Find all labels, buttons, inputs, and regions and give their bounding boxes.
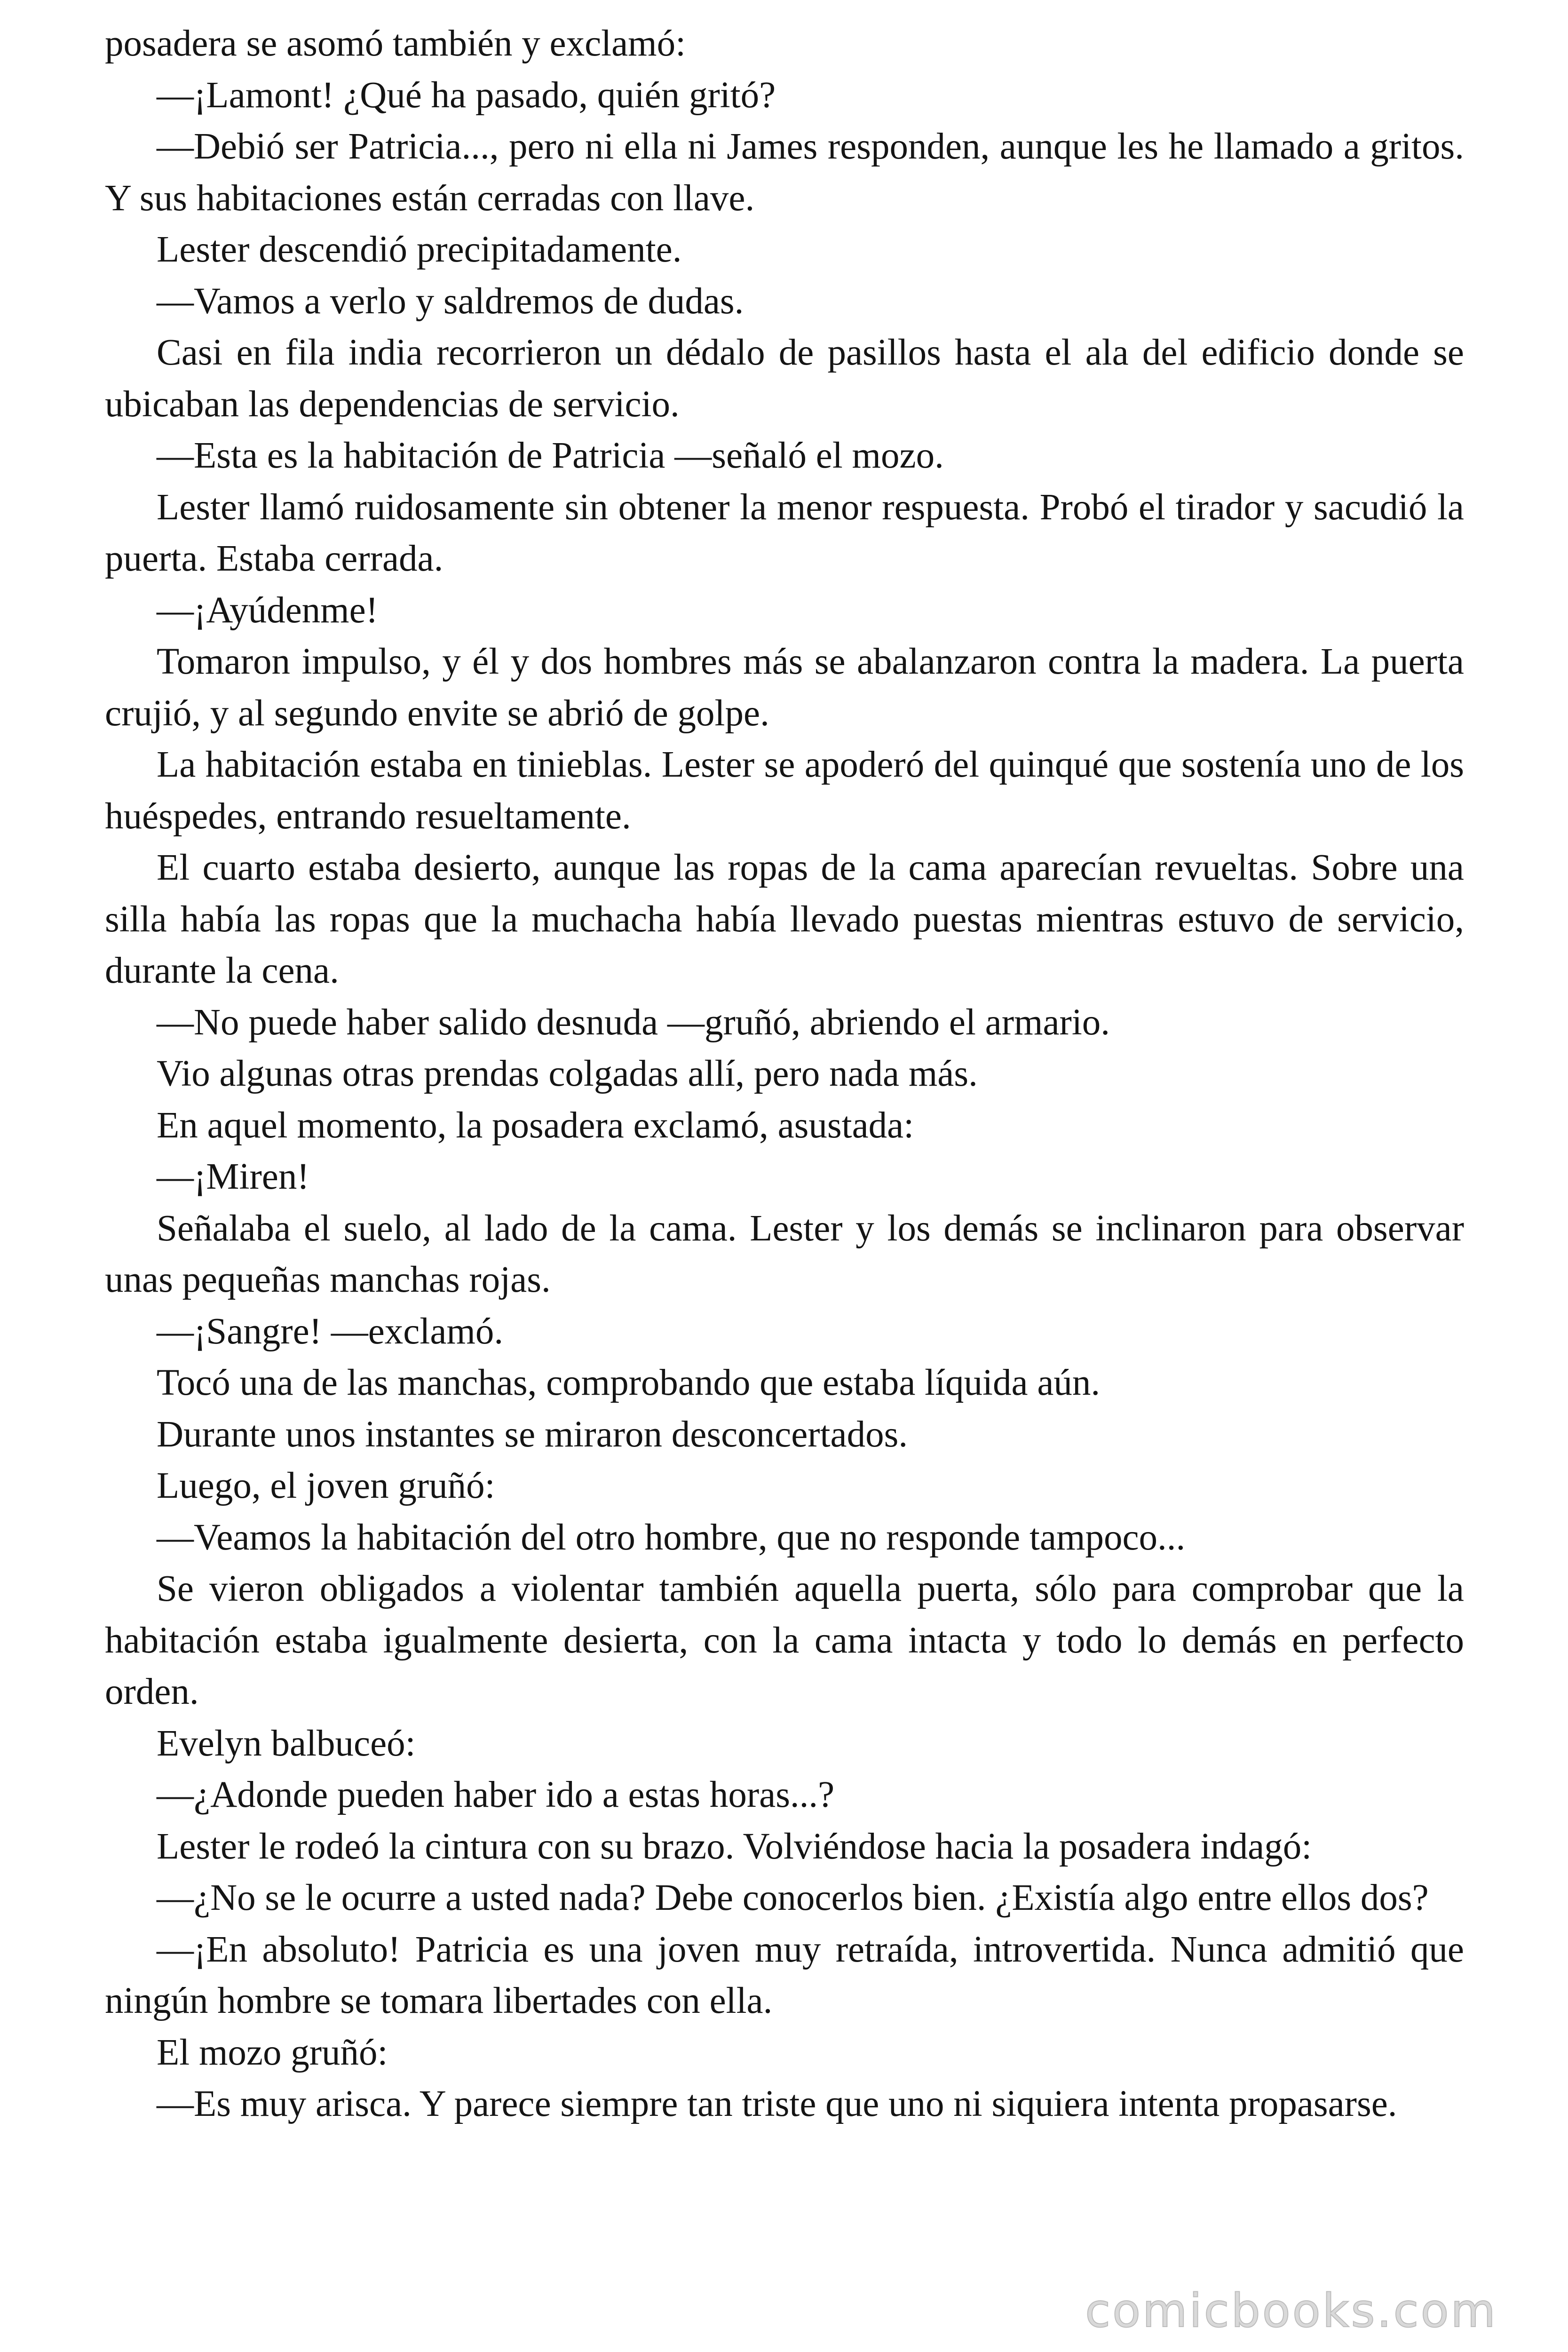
paragraph: La habitación estaba en tinieblas. Lester se apoderó del quinqué que sostenía uno de los huéspedes, entrando resueltamente. [105,744,1464,837]
paragraph: —¡Lamont! ¿Qué ha pasado, quién gritó? [157,74,776,116]
paragraph: —Es muy arisca. Y parece siempre tan triste que uno ni siquiera intenta propasarse. [157,2083,1397,2124]
paragraph: El mozo gruñó: [157,2032,388,2073]
paragraph: —¿Adonde pueden haber ido a estas horas...? [157,1774,835,1815]
paragraph: —Debió ser Patricia..., pero ni ella ni James responden, aunque les he llamado a gritos. Y sus habitaciones están cerradas con llave. [105,126,1464,219]
paragraph: —¡En absoluto! Patricia es una joven muy retraída, introvertida. Nunca admitió que ningún hombre se tomara libertades con ella. [105,1929,1464,2021]
paragraph: Señalaba el suelo, al lado de la cama. Lester y los demás se inclinaron para observar unas pequeñas manchas rojas. [105,1208,1464,1300]
paragraph: Se vieron obligados a violentar también aquella puerta, sólo para comprobar que la habitación estaba igualmente desierta, con la cama intacta y todo lo demás en perfecto orden. [105,1568,1464,1712]
paragraph: Evelyn balbuceó: [157,1723,416,1764]
paragraph: Luego, el joven gruñó: [157,1465,495,1506]
paragraph: —¿No se le ocurre a usted nada? Debe conocerlos bien. ¿Existía algo entre ellos dos? [157,1877,1429,1918]
paragraph: En aquel momento, la posadera exclamó, asustada: [157,1104,914,1146]
paragraph: Casi en fila india recorrieron un dédalo de pasillos hasta el ala del edificio donde se ubicaban las dependencias de servicio. [105,332,1464,425]
paragraph: —¡Ayúdenme! [157,589,378,631]
paragraph: Lester le rodeó la cintura con su brazo. Volviéndose hacia la posadera indagó: [157,1826,1312,1867]
paragraph: Lester descendió precipitadamente. [157,229,682,270]
book-page-text [105,18,1464,2130]
paragraph: Tocó una de las manchas, comprobando que estaba líquida aún. [157,1362,1101,1403]
paragraph: posadera se asomó también y exclamó: [105,23,686,64]
paragraph: —Veamos la habitación del otro hombre, que no responde tampoco... [157,1517,1186,1558]
paragraph: —¡Sangre! —exclamó. [157,1311,504,1352]
paragraph: —Esta es la habitación de Patricia —señaló el mozo. [157,435,944,476]
paragraph: El cuarto estaba desierto, aunque las ropas de la cama aparecían revueltas. Sobre una silla había las ropas que la muchacha había llevado puestas mientras estuvo de servicio, durante la cena. [105,847,1464,991]
paragraph: Lester llamó ruidosamente sin obtener la menor respuesta. Probó el tirador y sacudió la puerta. Estaba cerrada. [105,486,1464,579]
paragraph: —Vamos a verlo y saldremos de dudas. [157,280,744,322]
paragraph: Vio algunas otras prendas colgadas allí, pero nada más. [157,1053,978,1094]
paragraph: —No puede haber salido desnuda —gruñó, abriendo el armario. [157,1001,1110,1043]
paragraph: Tomaron impulso, y él y dos hombres más se abalanzaron contra la madera. La puerta crujió, y al segundo envite se abrió de golpe. [105,641,1464,734]
watermark: comicbooks.com [1085,2284,1497,2338]
paragraph: Durante unos instantes se miraron desconcertados. [157,1414,908,1455]
paragraph: —¡Miren! [157,1156,309,1197]
